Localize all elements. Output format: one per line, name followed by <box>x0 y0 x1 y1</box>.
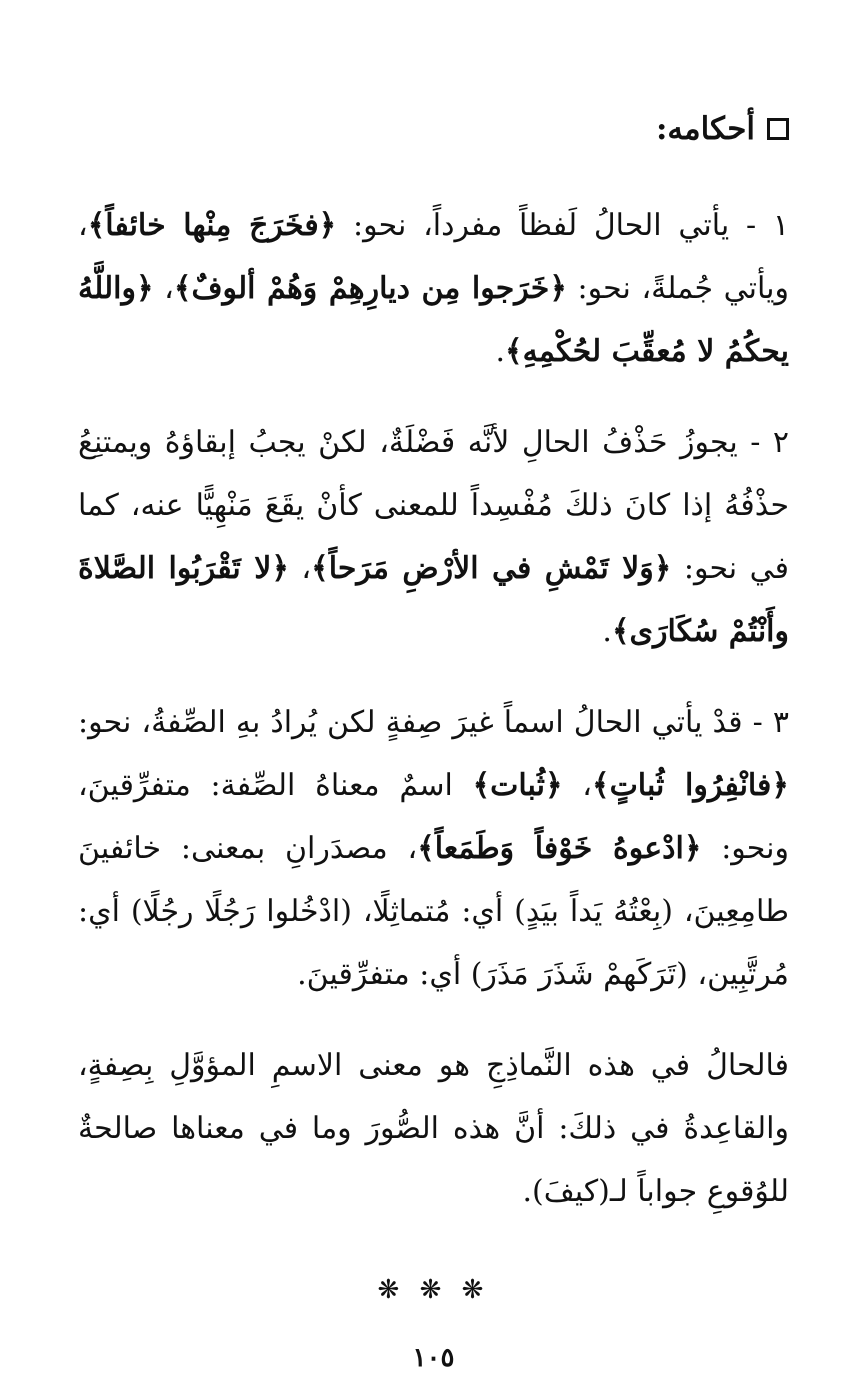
rule-2-separator: ، <box>288 551 312 586</box>
section-heading-label: أحكامه: <box>655 111 755 147</box>
section-divider: ❋ ❋ ❋ <box>377 1275 490 1305</box>
rule-3-quote-1: ﴿فانْفِرُوا ثُباتٍ﴾ <box>591 768 789 803</box>
rule-2-intro: ٢ - يجوزُ حَذْفُ الحالِ لأنَّه فَضْلَةٌ، لكنْ يجبُ إبقاؤهُ ويمتنِعُ حذْفُهُ إذا كانَ ذلكَ مُفْسِداً للمعنى كأنْ يقَعَ مَنْهِيًّا عنه، كما في نحو: <box>78 425 790 586</box>
rule-3-intro: ٣ - قدْ يأتي الحالُ اسماً غيرَ صِفةٍ لكن يُرادُ بهِ الصِّفةُ، نحو: <box>78 705 789 740</box>
rule-3-separator: ، <box>562 768 592 803</box>
rule-2-quote-2: ﴿لا تَقْرَبُوا الصَّلاةَ وأَنْتُمْ سُكَارَى﴾ <box>78 551 789 649</box>
rule-3-rest: ، مصدَرانِ بمعنى: خائفينَ طامِعِينَ، (بِعْتُهُ يَداً بيَدٍ) أي: مُتماثِلًا، (ادْخُلوا رَجُلًا رجُلًا) أي: مُرتَّبِين، (تَرَكَهمْ شَذَرَ مَذَرَ) أي: متفرِّقينَ. <box>78 831 789 992</box>
rule-1-mid: ، ويأتي جُملةً، نحو: <box>78 208 789 306</box>
rule-3-paragraph <box>78 691 789 1006</box>
rule-2-paragraph <box>78 411 789 663</box>
rule-3-quote-2: ﴿ثُبات﴾ <box>472 768 563 803</box>
section-heading <box>78 104 789 154</box>
rule-2-quote-1: ﴿وَلا تَمْشِ في الأرْضِ مَرَحاً﴾ <box>311 551 672 586</box>
rule-1-intro: ١ - يأتي الحالُ لَفظاً مفرداً، نحو: <box>336 208 789 243</box>
page-number: ١٠٥ <box>412 1343 455 1373</box>
closing-paragraph: فالحالُ في هذه النَّماذِجِ هو معنى الاسمِ المؤوَّلِ بِصِفةٍ، والقاعِدةُ في ذلكَ: أنَّ هذه الصُّورَ وما في معناها صالحةٌ للوُقوعِ جواباً لـ(كيفَ). <box>78 1048 789 1209</box>
checkbox-square-icon <box>767 118 789 140</box>
rule-3-mid: اسمٌ معناهُ الصِّفة: متفرِّقينَ، ونحو: <box>78 768 790 866</box>
rule-3-quote-3: ﴿ادْعوهُ خَوْفاً وَطَمَعاً﴾ <box>417 831 702 866</box>
rule-1-end: . <box>495 334 506 369</box>
rule-1-quote-1: ﴿فخَرَجَ مِنْها خائفاً﴾ <box>87 208 337 243</box>
rule-1-quote-3: ﴿واللَّهُ يحكُمُ لا مُعقِّبَ لحُكْمِهِ﴾ <box>78 271 789 369</box>
rule-1-paragraph <box>78 194 789 383</box>
rule-1-separator: ، <box>153 271 174 306</box>
rule-1-quote-2: ﴿خَرَجوا مِن ديارِهِمْ وَهُمْ ألوفٌ﴾ <box>173 271 567 306</box>
rule-2-end: . <box>602 614 612 649</box>
